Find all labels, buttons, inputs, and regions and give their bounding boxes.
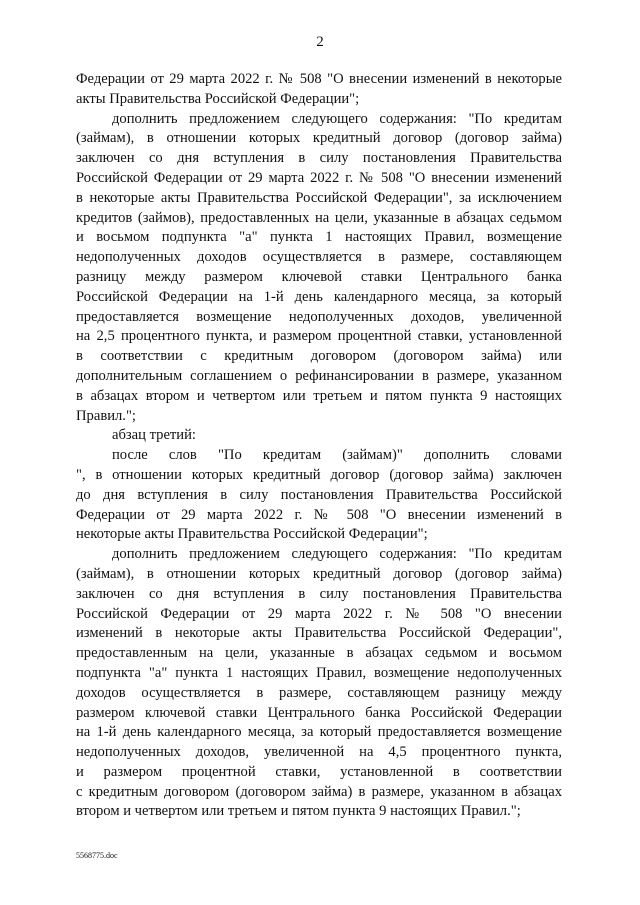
text-line: Российской Федерации от 29 марта 2022 г. № 508 "О внесении	[76, 605, 562, 622]
text-line: Федерации от 29 марта 2022 г. № 508 "О внесении изменений в некоторые	[76, 71, 562, 87]
text-line: и восьмом подпункта "а" пункта 1 настоящих Правил, возмещение	[76, 229, 562, 246]
text-line: (займам), в отношении которых кредитный договор (договор займа)	[76, 130, 562, 147]
text-line: разницу между размером ключевой ставки Центрального банка	[76, 268, 562, 285]
text-line: абзац третий:	[112, 427, 196, 444]
text-line: заключен со дня вступления в силу постановления Правительства	[76, 585, 562, 602]
document-body	[76, 70, 562, 822]
text-line: недополученных доходов осуществляется в размере, составляющем	[76, 249, 562, 266]
text-line: заключен со дня вступления в силу постановления Правительства	[76, 150, 562, 167]
text-line: Правил.";	[76, 407, 136, 424]
text-line: подпункта "а" пункта 1 настоящих Правил, возмещение недополученных	[76, 664, 562, 681]
text-line: в абзацах втором и четвертом или третьем и пятом пункта 9 настоящих	[76, 387, 562, 404]
text-line: изменений в некоторые акты Правительства Российской Федерации",	[76, 625, 562, 642]
text-line: на 2,5 процентного пункта, и размером процентной ставки, установленной	[76, 328, 562, 345]
text-line: Российской Федерации на 1-й день календарного месяца, за который	[76, 288, 562, 305]
text-line: Федерации от 29 марта 2022 г. № 508 "О внесении изменений в	[76, 506, 562, 523]
text-line: кредитов (займов), предоставленных на цели, указанные в абзацах седьмом	[76, 209, 562, 226]
page-number: 2	[316, 34, 324, 50]
text-line: (займам), в отношении которых кредитный договор (договор займа)	[76, 565, 562, 582]
text-line: после слов "По кредитам (займам)" дополнить словами	[112, 447, 562, 464]
text-line: в некоторые акты Правительства Российской Федерации", за исключением	[76, 189, 562, 206]
text-line: втором и четвертом или третьем и пятом пункта 9 настоящих Правил.";	[76, 803, 521, 820]
text-line: дополнить предложением следующего содержания: "По кредитам	[112, 546, 562, 563]
footer-file-name: 5568775.doc	[76, 851, 118, 860]
text-line: ", в отношении которых кредитный договор (договор займа) заключен	[76, 466, 562, 483]
text-line: дополнить предложением следующего содержания: "По кредитам	[112, 110, 562, 127]
text-line: предоставленным на цели, указанные в абзацах седьмом и восьмом	[76, 645, 562, 662]
text-line: в соответствии с кредитным договором (договором займа) или	[76, 348, 562, 365]
text-line: размером ключевой ставки Центрального банка Российской Федерации	[76, 704, 562, 721]
text-line: некоторые акты Правительства Российской Федерации";	[76, 526, 428, 543]
text-line: на 1-й день календарного месяца, за который предоставляется возмещение	[76, 724, 562, 741]
text-line: акты Правительства Российской Федерации";	[76, 90, 360, 107]
text-line: Российской Федерации от 29 марта 2022 г. № 508 "О внесении изменений	[76, 169, 562, 186]
text-line: предоставляется возмещение недополученных доходов, увеличенной	[76, 308, 562, 325]
text-line: до дня вступления в силу постановления Правительства Российской	[76, 486, 562, 503]
text-line: доходов осуществляется в размере, составляющем разницу между	[76, 684, 562, 701]
text-line: недополученных доходов, увеличенной на 4,5 процентного пункта,	[76, 744, 562, 761]
text-line: и размером процентной ставки, установленной в соответствии	[76, 763, 562, 780]
text-line: дополнительным соглашением о рефинансировании в размере, указанном	[76, 367, 562, 384]
text-line: с кредитным договором (договором займа) в размере, указанном в абзацах	[76, 783, 562, 800]
